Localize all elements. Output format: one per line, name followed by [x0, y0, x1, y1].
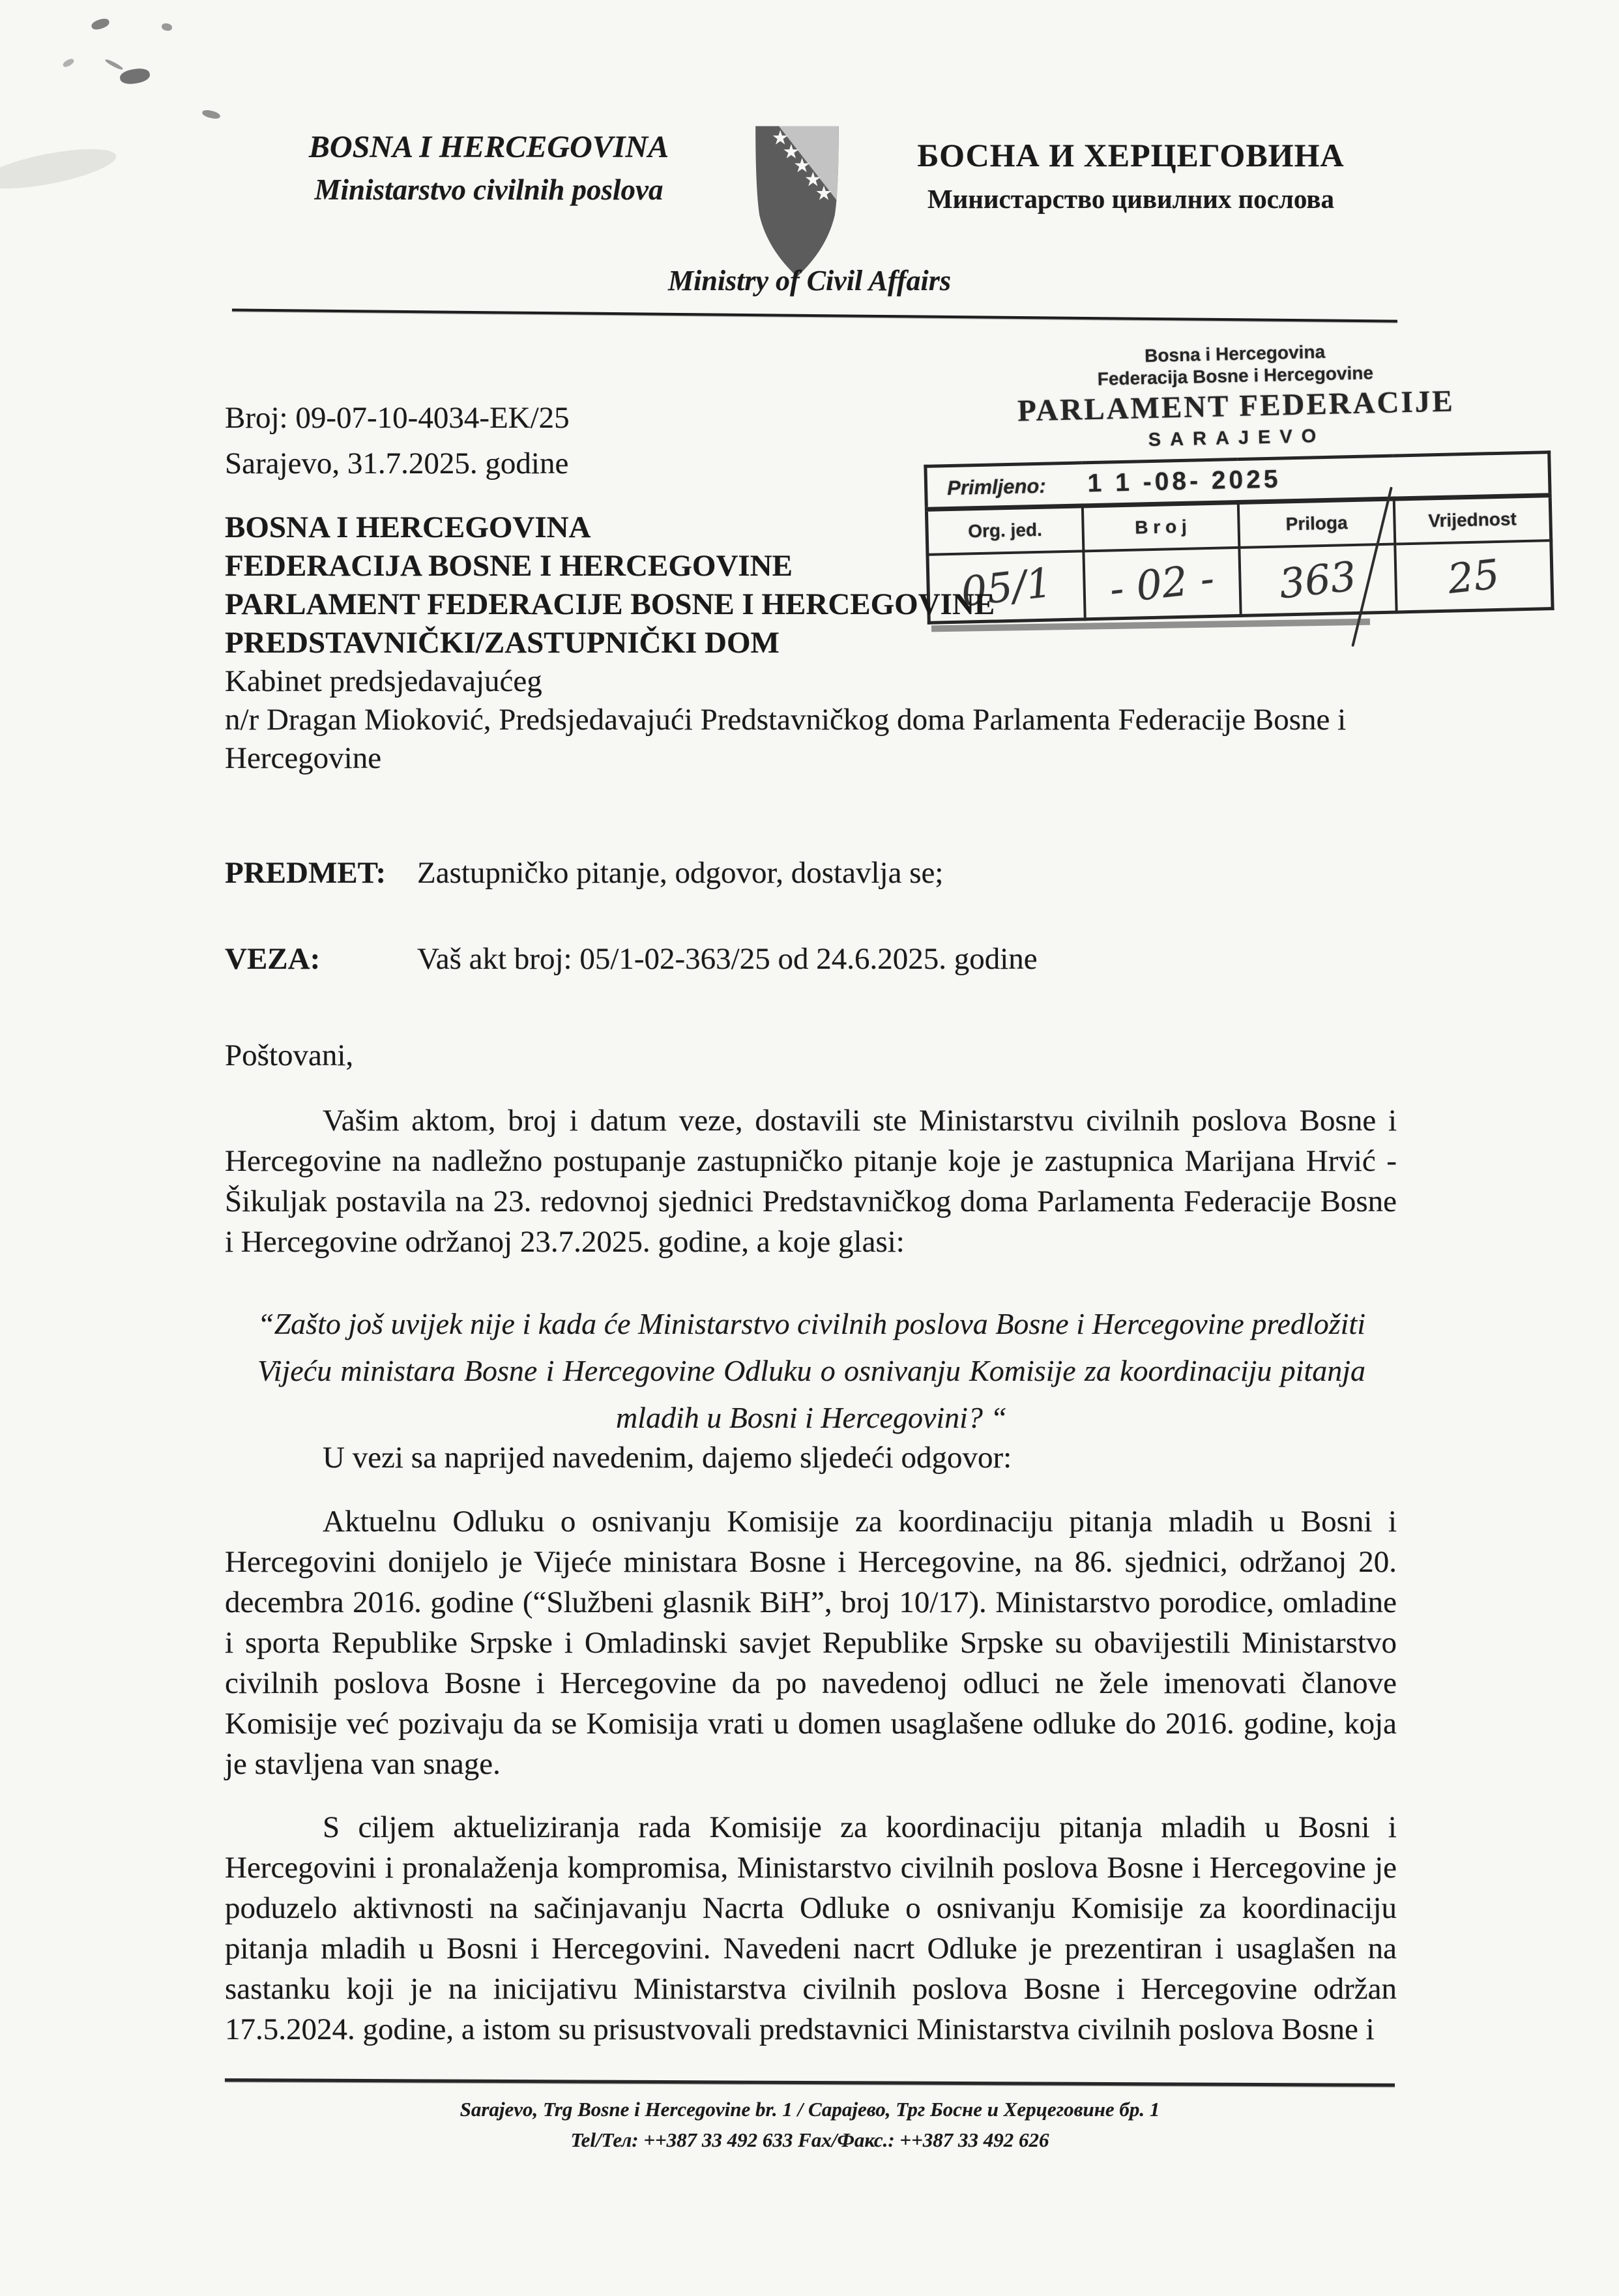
subject-text: Zastupničko pitanje, odgovor, dostavlja se;	[417, 856, 944, 890]
column-header-priloga: Priloga	[1238, 499, 1395, 548]
handwritten-vrijednost: 25	[1445, 550, 1502, 603]
recipient-house: PREDSTAVNIČKI/ZASTUPNIČKI DOM	[225, 626, 780, 660]
handwritten-org-jed: 05/1	[958, 558, 1055, 616]
ink-smudge	[104, 58, 123, 70]
recipient-parliament: PARLAMENT FEDERACIJE BOSNE I HERCEGOVINE	[225, 587, 995, 621]
bih-coat-of-arms-icon	[748, 119, 847, 284]
column-header-org-jed: Org. jed.	[926, 506, 1083, 555]
recipient-office: Kabinet predsjedavajućeg	[225, 664, 542, 698]
letterhead-divider	[232, 308, 1397, 322]
ink-smudge	[201, 109, 221, 120]
stamp-country-line: Bosna i Hercegovina	[1144, 341, 1326, 366]
subject-row	[225, 855, 1398, 890]
reference-row	[225, 941, 1398, 977]
response-intro: U vezi sa naprijed navedenim, dajemo sljedeći odgovor:	[323, 1441, 1012, 1475]
body-paragraph-1: Vašim aktom, broj i datum veze, dostavili ste Ministarstvu civilnih poslova Bosne i Hercegovine na nadležno postupanje zastupničko pitanje koje je zastupnica Marijana Hrvić - Šikuljak postavila na 23. redovnoj sjednici Predstavničkog doma Parlamenta Federacije Bosne i Hercegovine održanoj 23.7.2025. godine, a koje glasi:	[225, 1104, 1397, 1259]
document-number: Broj: 09-07-10-4034-EK/25	[225, 401, 570, 435]
org-name-cyrillic-line2: Министарство цивилних послова	[927, 184, 1335, 214]
body-paragraph-2: Aktuelnu Odluku o osnivanju Komisije za koordinaciju pitanja mladih u Bosni i Hercegovini donijelo je Vijeće ministara Bosne i Hercegovine, na 86. sjednici, održanoj 20. decembra 2016. godine (“Službeni glasnik BiH”, broj 10/17). Ministarstvo porodice, omladine i sporta Republike Srpske i Omladinski savjet Republike Srpske su obavijestili Ministarstvo civilnih poslova Bosne i Hercegovine da po navedenoj odluci ne žele imenovati članove Komisije već pozivaju da se Komisija vrati u domen usaglašene odluke do 2016. godine, koja je stavljena van snage.	[225, 1505, 1397, 1781]
reference-label: VEZA:	[225, 942, 321, 976]
handwritten-priloga: 363	[1277, 552, 1359, 608]
place-and-date: Sarajevo, 31.7.2025. godine	[225, 447, 569, 480]
column-header-broj: B r o j	[1083, 502, 1240, 551]
quoted-question: “Zašto još uvijek nije i kada će Ministarstvo civilnih poslova Bosne i Hercegovine predložiti Vijeću ministara Bosne i Hercegovine Odluku o osnivanju Komisije za koordinaciju pitanja mladih u Bosni i Hercegovini? “	[257, 1307, 1365, 1434]
stamp-federation-line: Federacija Bosne i Hercegovine	[1097, 362, 1374, 389]
received-date-stamp: 1 1 -08- 2025	[1087, 465, 1282, 498]
ink-smudge	[161, 22, 173, 31]
recipient-block	[225, 508, 1408, 778]
body-paragraph-3: S ciljem aktueliziranja rada Komisije za koordinaciju pitanja mladih u Bosni i Hercegovini i pronalaženja kompromisa, Ministarstvo civilnih poslova Bosne i Hercegovine je poduzelo aktivnosti na sačinjavanju Nacrta Odluke o osnivanju Komisije za koordinaciju pitanja mladih u Bosni i Hercegovini. Navedeni nacrt Odluke je prezentiran i usaglašen na sastanku koji je na inicijativu Ministarstva civilnih poslova Bosne i Hercegovine održan 17.5.2024. godine, a istom su prisustvovali predstavnici Ministarstva civilnih poslova Bosne i	[225, 1810, 1397, 2046]
reference-text: Vaš akt broj: 05/1-02-363/25 od 24.6.2025. godine	[417, 942, 1038, 976]
recipient-attention: n/r Dragan Mioković, Predsjedavajući Predstavničkog doma Parlamenta Federacije Bosne i Hercegovine	[225, 703, 1347, 775]
org-name-latin-line1: BOSNA I HERCEGOVINA	[308, 130, 669, 164]
org-name-cyrillic	[896, 121, 1365, 220]
recipient-country: BOSNA I HERCEGOVINA	[225, 510, 591, 544]
ministry-title-english: Ministry of Civil Affairs	[668, 265, 951, 297]
org-name-cyrillic-line1: БОСНА И ХЕРЦЕГОВИНА	[917, 137, 1345, 173]
subject-label: PREDMET:	[225, 856, 387, 890]
org-name-latin	[280, 121, 697, 211]
footer-contacts: Tel/Тел: ++387 33 492 633 Fax/Факс.: ++387 33 492 626	[570, 2128, 1049, 2151]
scan-scratch	[0, 141, 119, 196]
handwritten-broj: - 02 -	[1107, 553, 1217, 613]
stamp-city-line: SARAJEVO	[1148, 425, 1326, 451]
footer-divider	[225, 2078, 1395, 2087]
ink-smudge	[91, 17, 111, 31]
org-name-latin-line2: Ministarstvo civilnih poslova	[314, 173, 664, 206]
letterhead	[280, 121, 1365, 284]
document-meta	[225, 395, 570, 486]
footer-address: Sarajevo, Trg Bosne i Hercegovine br. 1 / Сарајево, Трг Босне и Херцеговине бр. 1	[459, 2098, 1160, 2121]
recipient-federation: FEDERACIJA BOSNE I HERCEGOVINE	[225, 549, 793, 583]
footer-block	[225, 2094, 1395, 2155]
salutation: Poštovani,	[225, 1038, 354, 1072]
stamp-parliament-line: PARLAMENT FEDERACIJE	[1017, 384, 1455, 428]
received-label: Primljeno:	[946, 474, 1047, 500]
column-header-vrijednost: Vrijednost	[1394, 495, 1551, 544]
ink-smudge	[119, 67, 151, 86]
ink-smudge	[62, 57, 75, 68]
